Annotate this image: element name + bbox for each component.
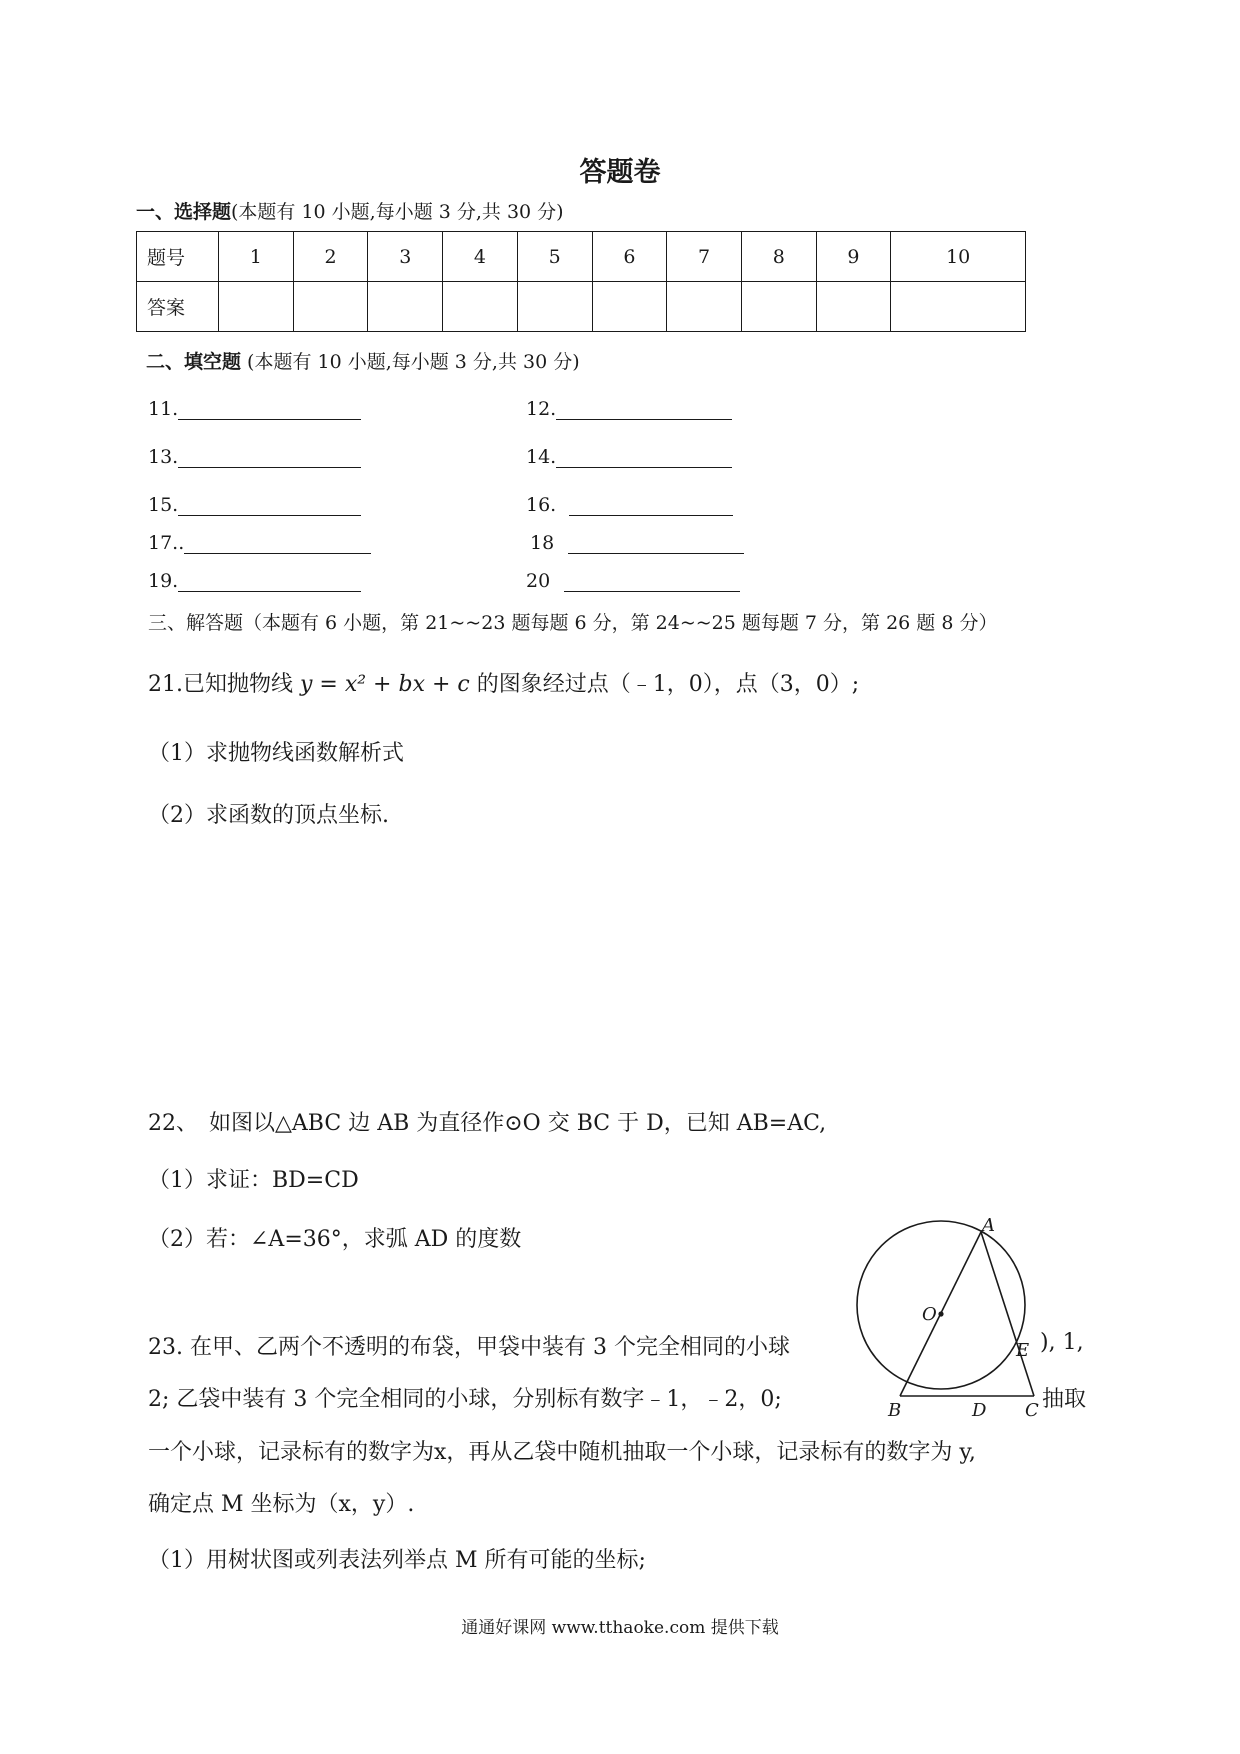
table-cell-number: 4 [443,232,518,282]
table-cell-number: 5 [517,232,592,282]
question-21-stem: 21.已知抛物线 y = x² + bx + c 的图象经过点（﹣1，0），点（3，0）; [148,672,860,697]
table-header-answer: 答案 [137,282,219,332]
answer-cell[interactable] [592,282,667,332]
table-row [137,282,1026,332]
parabola-formula: y = x² + bx + c [299,672,470,697]
table-cell-number: 7 [667,232,742,282]
question-23-line-2-end: 抽取 [1042,1387,1087,1412]
answer-line[interactable] [178,447,361,468]
answer-cell[interactable] [816,282,891,332]
table-cell-number: 9 [816,232,891,282]
section-3-heading: 三、解答题（本题有 6 小题，第 21~~23 题每题 6 分，第 24~~25 题每题 7 分，第 26 题 8 分） [148,612,998,634]
answer-cell[interactable] [368,282,443,332]
footer-credit: 通通好课网 www.tthaoke.com 提供下载 [461,1618,779,1638]
section-2-note: (本题有 10 小题,每小题 3 分,共 30 分) [241,351,580,373]
section-2-label: 二、填空题 [146,351,242,373]
answer-line[interactable] [178,495,361,516]
blank-17: 17.. [148,532,371,554]
section-1-note: (本题有 10 小题,每小题 3 分,共 30 分) [231,201,564,223]
label-o: O [922,1304,937,1325]
answer-cell[interactable] [219,282,294,332]
answer-cell[interactable] [741,282,816,332]
table-header-number: 题号 [137,232,219,282]
table-cell-number: 8 [741,232,816,282]
question-23-line-3: 一个小球，记录标有的数字为x，再从乙袋中随机抽取一个小球，记录标有的数字为 y, [148,1440,976,1465]
answer-line[interactable] [178,399,361,420]
answer-cell[interactable] [293,282,368,332]
answer-cell[interactable] [443,282,518,332]
section-1-heading [136,197,564,224]
question-22-part-2: （2）若：∠A=36°，求弧 AD 的度数 [148,1227,522,1252]
page-title: 答题卷 [579,157,661,188]
answer-line[interactable] [569,495,733,516]
segment-ac [981,1232,1034,1396]
table-cell-number: 1 [219,232,294,282]
section-2-heading [146,347,580,374]
answer-line[interactable] [556,399,732,420]
blank-12: 12. [526,398,732,420]
question-21-part-1: （1）求抛物线函数解析式 [148,741,404,766]
answer-table [136,231,1026,332]
circle-triangle-figure [850,1218,1050,1418]
answer-cell[interactable] [891,282,1026,332]
question-22-part-1: （1）求证：BD=CD [148,1168,359,1193]
answer-line[interactable] [178,571,361,592]
question-22-stem: 22、 如图以△ABC 边 AB 为直径作⊙O 交 BC 于 D，已知 AB=AC, [148,1111,827,1136]
question-21-part-2: （2）求函数的顶点坐标. [148,803,389,828]
table-cell-number: 10 [891,232,1026,282]
label-e: E [1016,1340,1030,1361]
circle-o [857,1221,1025,1389]
blank-16: 16. [526,494,733,516]
answer-cell[interactable] [517,282,592,332]
answer-line[interactable] [568,533,744,554]
answer-line[interactable] [184,533,371,554]
table-cell-number: 3 [368,232,443,282]
table-row [137,232,1026,282]
answer-line[interactable] [556,447,732,468]
blank-15: 15. [148,494,361,516]
center-point-o [938,1311,943,1316]
table-cell-number: 2 [293,232,368,282]
label-d: D [972,1400,987,1418]
answer-line[interactable] [564,571,740,592]
table-cell-number: 6 [592,232,667,282]
blank-19: 19. [148,570,361,592]
blank-20: 20 [526,570,740,592]
label-b: B [888,1400,902,1418]
question-23-line-1: 23. 在甲、乙两个不透明的布袋，甲袋中装有 3 个完全相同的小球 [148,1335,790,1360]
blank-11: 11. [148,398,361,420]
blank-14: 14. [526,446,732,468]
question-23-part-1: （1）用树状图或列表法列举点 M 所有可能的坐标; [148,1548,646,1573]
label-c: C [1025,1400,1039,1418]
answer-cell[interactable] [667,282,742,332]
section-1-label: 一、选择题 [136,201,232,223]
question-23-line-4: 确定点 M 坐标为（x，y）. [148,1492,415,1517]
label-a: A [982,1218,995,1236]
blank-13: 13. [148,446,361,468]
question-23-line-1-end: ), 1, [1040,1330,1084,1355]
question-23-line-2: 2; 乙袋中装有 3 个完全相同的小球，分别标有数字﹣1，﹣2，0; [148,1387,782,1412]
blank-18: 18 [530,532,744,554]
